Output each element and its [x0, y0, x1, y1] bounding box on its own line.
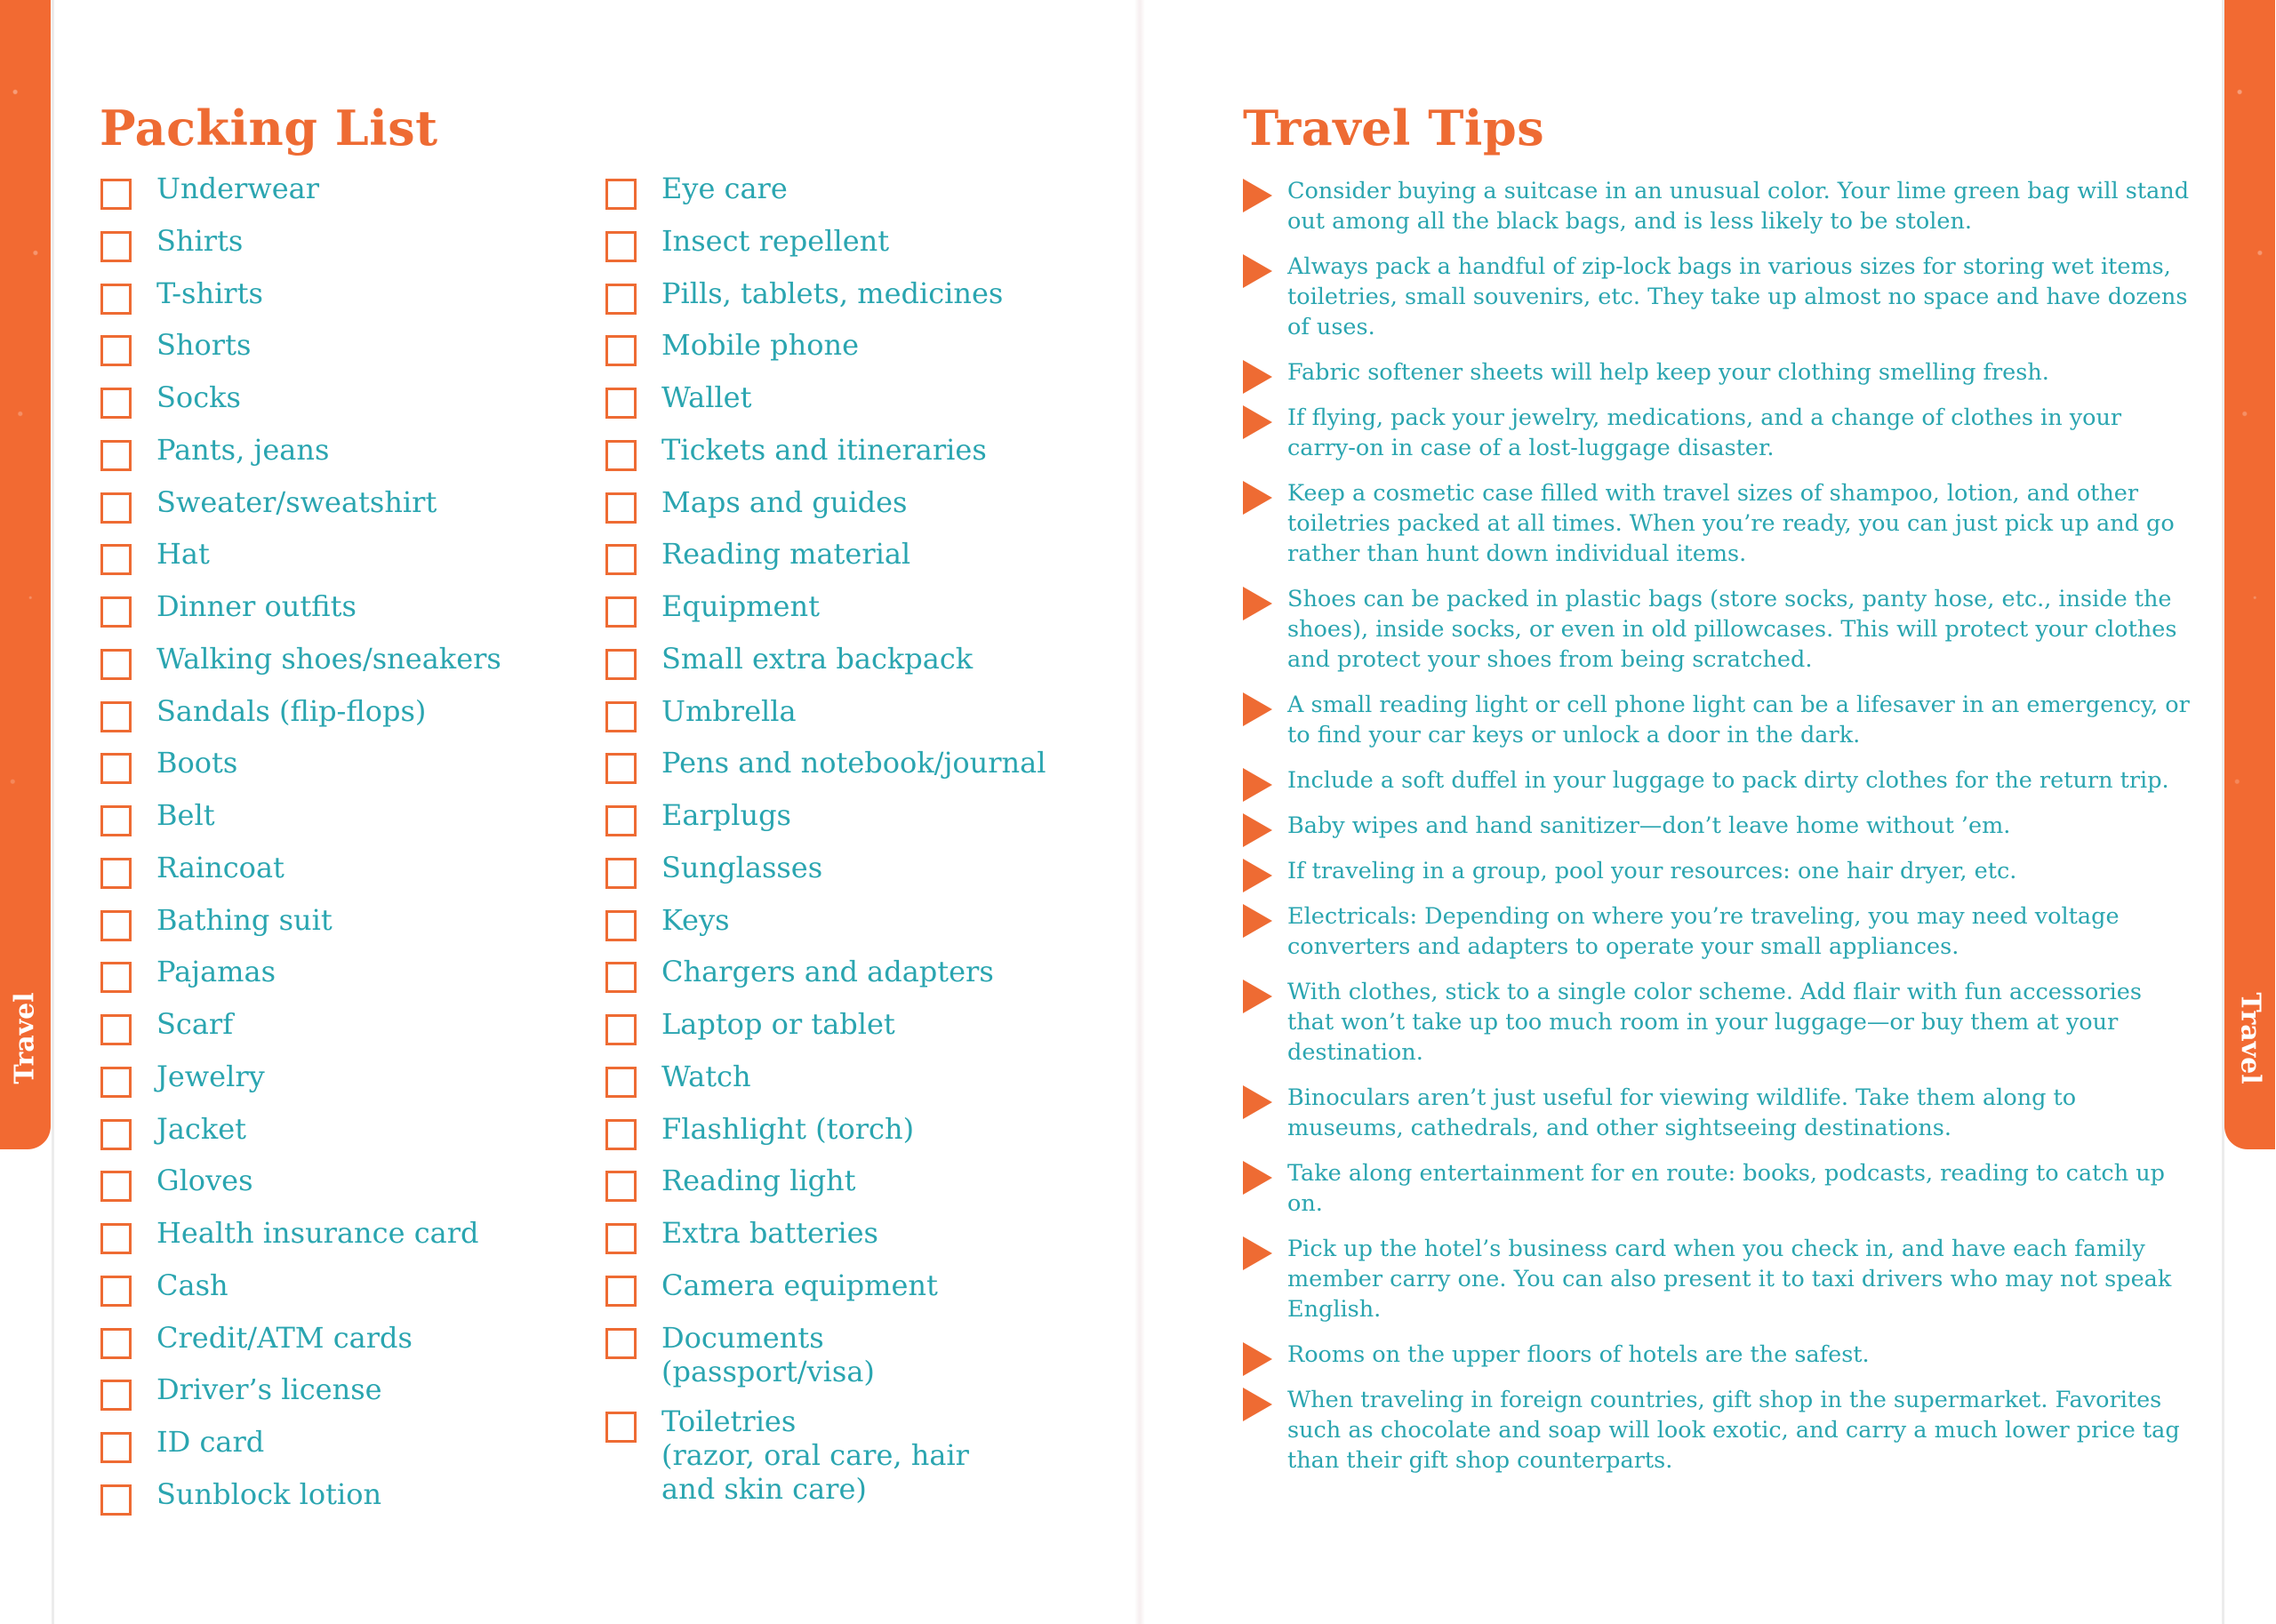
triangle-bullet-icon: [1243, 1236, 1272, 1270]
checkbox[interactable]: [100, 492, 132, 524]
packing-list-item[interactable]: [605, 1268, 1102, 1321]
checkbox[interactable]: [100, 1276, 132, 1307]
checkbox[interactable]: [605, 544, 637, 575]
packing-item-label: Sandals (flip-flops): [156, 693, 427, 728]
triangle-bullet-icon: [1243, 179, 1272, 212]
checkbox[interactable]: [605, 962, 637, 993]
checkbox[interactable]: [605, 284, 637, 315]
packing-item-label: Extra batteries: [661, 1216, 878, 1250]
triangle-bullet-icon: [1243, 859, 1272, 892]
packing-item-label: Maps and guides: [661, 484, 908, 519]
travel-tip-text: Include a soft duffel in your luggage to pack dirty clothes for the return trip.: [1287, 767, 2169, 794]
travel-tip-text: Pick up the hotel’s business card when you check in, and have each family member carry one. You can also present it to taxi drivers who may not speak English.: [1287, 1236, 2172, 1323]
packing-list-item[interactable]: [605, 642, 1102, 694]
packing-item-label: Cash: [156, 1268, 228, 1302]
packing-list-item[interactable]: [605, 433, 1102, 485]
packing-item-label: Pajamas: [156, 955, 276, 989]
packing-list-item[interactable]: [605, 746, 1102, 798]
packing-item-label: Laptop or tablet: [661, 1007, 895, 1041]
travel-tip: [1243, 977, 2194, 1068]
travel-tip-text: Consider buying a suitcase in an unusual color. Your lime green bag will stand out among all the black bags, and is less likely to be stolen.: [1287, 178, 2190, 235]
checkbox[interactable]: [100, 1380, 132, 1411]
packing-item-label: Shorts: [156, 328, 252, 363]
packing-item-label: Jacket: [156, 1111, 247, 1146]
travel-tip: [1243, 403, 2194, 463]
packing-list-item[interactable]: [605, 328, 1102, 380]
checkbox[interactable]: [100, 388, 132, 419]
packing-item-label: Eye care: [661, 172, 788, 205]
packing-item-label: Reading material: [661, 537, 911, 572]
checkbox[interactable]: [605, 596, 637, 628]
checkbox[interactable]: [605, 649, 637, 680]
packing-list-column-1: [100, 172, 544, 1530]
packing-list-item[interactable]: [100, 328, 544, 380]
checkbox[interactable]: [605, 1067, 637, 1098]
packing-item-label: Credit/ATM cards: [156, 1320, 413, 1355]
packing-list-item[interactable]: [605, 589, 1102, 642]
packing-item-label: Dinner outfits: [156, 589, 357, 623]
packing-item-label: Underwear: [156, 172, 319, 205]
packing-list-item[interactable]: [100, 224, 544, 276]
packing-list-item[interactable]: [605, 694, 1102, 747]
packing-item-label: Reading light: [661, 1164, 856, 1198]
checkbox[interactable]: [605, 805, 637, 836]
checkbox[interactable]: [605, 701, 637, 732]
packing-list-item[interactable]: [100, 1425, 544, 1477]
packing-item-label: Small extra backpack: [661, 641, 974, 676]
packing-item-label: Hat: [156, 537, 210, 572]
travel-tip: [1243, 765, 2194, 796]
packing-list-item[interactable]: [605, 1216, 1102, 1268]
triangle-bullet-icon: [1243, 904, 1272, 938]
packing-item-label: ID card: [156, 1425, 265, 1459]
checkbox[interactable]: [605, 1171, 637, 1202]
packing-item-label: Wallet: [661, 380, 752, 414]
packing-list-item[interactable]: [100, 172, 544, 224]
travel-tip: [1243, 252, 2194, 342]
packing-list-item[interactable]: [605, 224, 1102, 276]
packing-list-item[interactable]: [100, 589, 544, 642]
triangle-bullet-icon: [1243, 1085, 1272, 1119]
section-tab-left: [0, 0, 51, 1149]
packing-list-item[interactable]: [100, 851, 544, 903]
packing-list-item[interactable]: [100, 955, 544, 1007]
checkbox[interactable]: [605, 1119, 637, 1150]
left-page-edge: [52, 0, 54, 1624]
packing-item-label: Bathing suit: [156, 902, 333, 937]
packing-list-column-2: [605, 172, 1102, 1522]
packing-item-label: Tickets and itineraries: [661, 432, 987, 467]
packing-list-item[interactable]: [100, 1321, 544, 1373]
packing-item-label: Sunglasses: [661, 850, 823, 884]
packing-list-item[interactable]: [100, 537, 544, 589]
packing-list-item[interactable]: [100, 642, 544, 694]
triangle-bullet-icon: [1243, 587, 1272, 620]
checkbox[interactable]: [605, 492, 637, 524]
section-tab-label: Travel: [9, 992, 41, 1084]
checkbox[interactable]: [100, 962, 132, 993]
checkbox[interactable]: [605, 231, 637, 262]
checkbox[interactable]: [100, 1328, 132, 1359]
travel-tip-text: Take along entertainment for en route: books, podcasts, reading to catch up on.: [1287, 1160, 2165, 1217]
triangle-bullet-icon: [1243, 1161, 1272, 1195]
travel-tip-text: Baby wipes and hand sanitizer—don’t leave home without ’em.: [1287, 812, 2011, 839]
travel-tip-text: Binoculars aren’t just useful for viewing wildlife. Take them along to museums, cathedrals, and other sightseeing destinations.: [1287, 1084, 2077, 1141]
packing-list-item[interactable]: [605, 851, 1102, 903]
travel-tip: [1243, 1083, 2194, 1143]
travel-tip-text: Electricals: Depending on where you’re traveling, you may need voltage converters and adapters to operate your small appliances.: [1287, 903, 2120, 960]
checkbox[interactable]: [605, 1223, 637, 1254]
checkbox[interactable]: [100, 284, 132, 315]
checkbox[interactable]: [605, 910, 637, 941]
checkbox[interactable]: [605, 440, 637, 471]
triangle-bullet-icon: [1243, 813, 1272, 847]
checkbox[interactable]: [100, 1484, 132, 1516]
section-tab-label: Travel: [2234, 992, 2266, 1084]
packing-item-label: Gloves: [156, 1164, 253, 1198]
packing-list-item[interactable]: [605, 955, 1102, 1007]
packing-item-label: Walking shoes/sneakers: [156, 641, 501, 676]
packing-item-label: Health insurance card: [156, 1216, 479, 1250]
checkbox[interactable]: [605, 335, 637, 366]
triangle-bullet-icon: [1243, 980, 1272, 1013]
travel-tip-text: If flying, pack your jewelry, medications, and a change of clothes in your carry-on in case of a lost-luggage disaster.: [1287, 404, 2122, 461]
packing-list-item[interactable]: [605, 1007, 1102, 1060]
packing-list-item[interactable]: [100, 380, 544, 433]
packing-list-item[interactable]: [100, 1477, 544, 1530]
checkbox[interactable]: [100, 753, 132, 784]
checkbox[interactable]: [605, 179, 637, 210]
checkbox[interactable]: [100, 440, 132, 471]
travel-tip: [1243, 690, 2194, 750]
checkbox[interactable]: [100, 1119, 132, 1150]
checkbox[interactable]: [100, 1014, 132, 1045]
checkbox[interactable]: [100, 649, 132, 680]
checkbox[interactable]: [100, 858, 132, 889]
book-gutter: [1134, 0, 1145, 1624]
triangle-bullet-icon: [1243, 254, 1272, 288]
triangle-bullet-icon: [1243, 360, 1272, 394]
travel-tip-text: Always pack a handful of zip-lock bags in various sizes for storing wet items, toiletries, small souvenirs, etc. They take up almost no space and have dozens of uses.: [1287, 253, 2188, 340]
packing-item-label: Socks: [156, 380, 241, 414]
checkbox[interactable]: [605, 753, 637, 784]
packing-list-item[interactable]: [100, 694, 544, 747]
packing-item-label: Shirts: [156, 223, 244, 258]
checkbox[interactable]: [100, 1067, 132, 1098]
checkbox[interactable]: [100, 701, 132, 732]
packing-list-item[interactable]: [605, 1321, 1102, 1388]
packing-item-label: Keys: [661, 902, 730, 937]
packing-item-label: Sunblock lotion: [156, 1476, 382, 1511]
packing-list-item[interactable]: [605, 537, 1102, 589]
checkbox[interactable]: [605, 1412, 637, 1443]
packing-list-item[interactable]: [100, 746, 544, 798]
packing-list-item[interactable]: [605, 1112, 1102, 1164]
packing-item-label: Insect repellent: [661, 223, 890, 258]
packing-list-item[interactable]: [100, 276, 544, 329]
packing-list-item[interactable]: [100, 1216, 544, 1268]
packing-item-label: Driver’s license: [156, 1372, 382, 1407]
packing-list-item[interactable]: [100, 1112, 544, 1164]
packing-list-item[interactable]: [605, 1164, 1102, 1216]
travel-tip-text: If traveling in a group, pool your resources: one hair dryer, etc.: [1287, 858, 2017, 884]
checkbox[interactable]: [100, 231, 132, 262]
packing-item-label: Chargers and adapters: [661, 955, 994, 989]
checkbox[interactable]: [605, 1276, 637, 1307]
travel-tips-title: Travel Tips: [1243, 100, 1545, 156]
packing-item-label: Jewelry: [156, 1059, 265, 1093]
checkbox[interactable]: [100, 1171, 132, 1202]
packing-list-item[interactable]: [100, 1372, 544, 1425]
checkbox[interactable]: [100, 544, 132, 575]
checkbox[interactable]: [100, 910, 132, 941]
packing-list-item[interactable]: [100, 1060, 544, 1112]
packing-list-item[interactable]: [605, 380, 1102, 433]
packing-item-label: Boots: [156, 746, 238, 780]
travel-tip-text: Fabric softener sheets will help keep your clothing smelling fresh.: [1287, 359, 2049, 386]
packing-item-label: Pens and notebook/journal: [661, 746, 1046, 780]
packing-item-label: Raincoat: [156, 850, 284, 884]
packing-list-item[interactable]: [605, 1404, 1102, 1506]
travel-tip: [1243, 584, 2194, 675]
packing-list-item[interactable]: [100, 433, 544, 485]
packing-item-label: Equipment: [661, 589, 820, 623]
triangle-bullet-icon: [1243, 692, 1272, 726]
packing-item-label: Scarf: [156, 1007, 234, 1041]
checkbox[interactable]: [100, 1432, 132, 1463]
travel-tip: [1243, 1340, 2194, 1370]
travel-tip: [1243, 176, 2194, 236]
travel-tip-text: With clothes, stick to a single color scheme. Add flair with fun accessories that won’t take up too much room in your luggage—or buy them at your destination.: [1287, 979, 2142, 1066]
packing-list-item[interactable]: [605, 485, 1102, 538]
checkbox[interactable]: [605, 1014, 637, 1045]
packing-list-item[interactable]: [100, 485, 544, 538]
triangle-bullet-icon: [1243, 481, 1272, 515]
packing-list-item[interactable]: [100, 798, 544, 851]
travel-tip: [1243, 811, 2194, 841]
packing-list-item[interactable]: [100, 903, 544, 956]
packing-list-item[interactable]: [605, 276, 1102, 329]
packing-item-label: T-shirts: [156, 276, 263, 310]
packing-item-label: Earplugs: [661, 798, 791, 832]
checkbox[interactable]: [100, 596, 132, 628]
packing-item-label: Mobile phone: [661, 328, 859, 363]
packing-list-item[interactable]: [100, 1268, 544, 1321]
packing-item-label: Flashlight (torch): [661, 1111, 915, 1146]
travel-tip: [1243, 478, 2194, 569]
packing-list-item[interactable]: [100, 1007, 544, 1060]
triangle-bullet-icon: [1243, 1388, 1272, 1421]
travel-tip: [1243, 1234, 2194, 1324]
travel-tip: [1243, 856, 2194, 886]
packing-item-label: Pills, tablets, medicines: [661, 276, 1004, 310]
travel-tip: [1243, 357, 2194, 388]
packing-list-item[interactable]: [100, 1164, 544, 1216]
section-tab-right: [2224, 0, 2275, 1149]
travel-tips-list: [1243, 176, 2194, 1491]
triangle-bullet-icon: [1243, 768, 1272, 802]
travel-tip: [1243, 1158, 2194, 1219]
checkbox[interactable]: [605, 1328, 637, 1359]
checkbox[interactable]: [100, 335, 132, 366]
checkbox[interactable]: [100, 1223, 132, 1254]
packing-list-item[interactable]: [605, 1060, 1102, 1112]
packing-list-item[interactable]: [605, 903, 1102, 956]
travel-tip-text: When traveling in foreign countries, gift shop in the supermarket. Favorites such as chocolate and soap will look exotic, and carry a much lower price tag than their gift shop counterparts.: [1287, 1387, 2180, 1474]
packing-item-label: Umbrella: [661, 693, 797, 728]
packing-item-label: Watch: [661, 1059, 751, 1093]
packing-list-item[interactable]: [605, 798, 1102, 851]
triangle-bullet-icon: [1243, 405, 1272, 439]
travel-tip-text: Keep a cosmetic case filled with travel sizes of shampoo, lotion, and other toiletries packed at all times. When you’re ready, you can just pick up and go rather than hunt down individual items.: [1287, 480, 2175, 567]
checkbox[interactable]: [100, 805, 132, 836]
travel-tip-text: Rooms on the upper floors of hotels are the safest.: [1287, 1341, 1870, 1368]
packing-item-label: Camera equipment: [661, 1268, 938, 1302]
packing-item-label: Toiletries (razor, oral care, hair and skin care): [661, 1404, 969, 1506]
packing-list-title: Packing List: [100, 100, 438, 156]
checkbox[interactable]: [100, 179, 132, 210]
packing-item-label: Belt: [156, 798, 215, 832]
packing-list-item[interactable]: [605, 172, 1102, 224]
checkbox[interactable]: [605, 858, 637, 889]
travel-tip: [1243, 901, 2194, 962]
packing-item-label: Documents (passport/visa): [661, 1320, 875, 1388]
packing-item-label: Pants, jeans: [156, 432, 330, 467]
checkbox[interactable]: [605, 388, 637, 419]
travel-tip-text: Shoes can be packed in plastic bags (store socks, panty hose, etc., inside the shoes), inside socks, or even in old pillowcases. This will protect your clothes and protect your shoes from being scratched.: [1287, 586, 2177, 673]
packing-item-label: Sweater/sweatshirt: [156, 484, 437, 519]
travel-tip-text: A small reading light or cell phone light can be a lifesaver in an emergency, or to find your car keys or unlock a door in the dark.: [1287, 692, 2190, 748]
triangle-bullet-icon: [1243, 1342, 1272, 1376]
travel-tip: [1243, 1385, 2194, 1476]
